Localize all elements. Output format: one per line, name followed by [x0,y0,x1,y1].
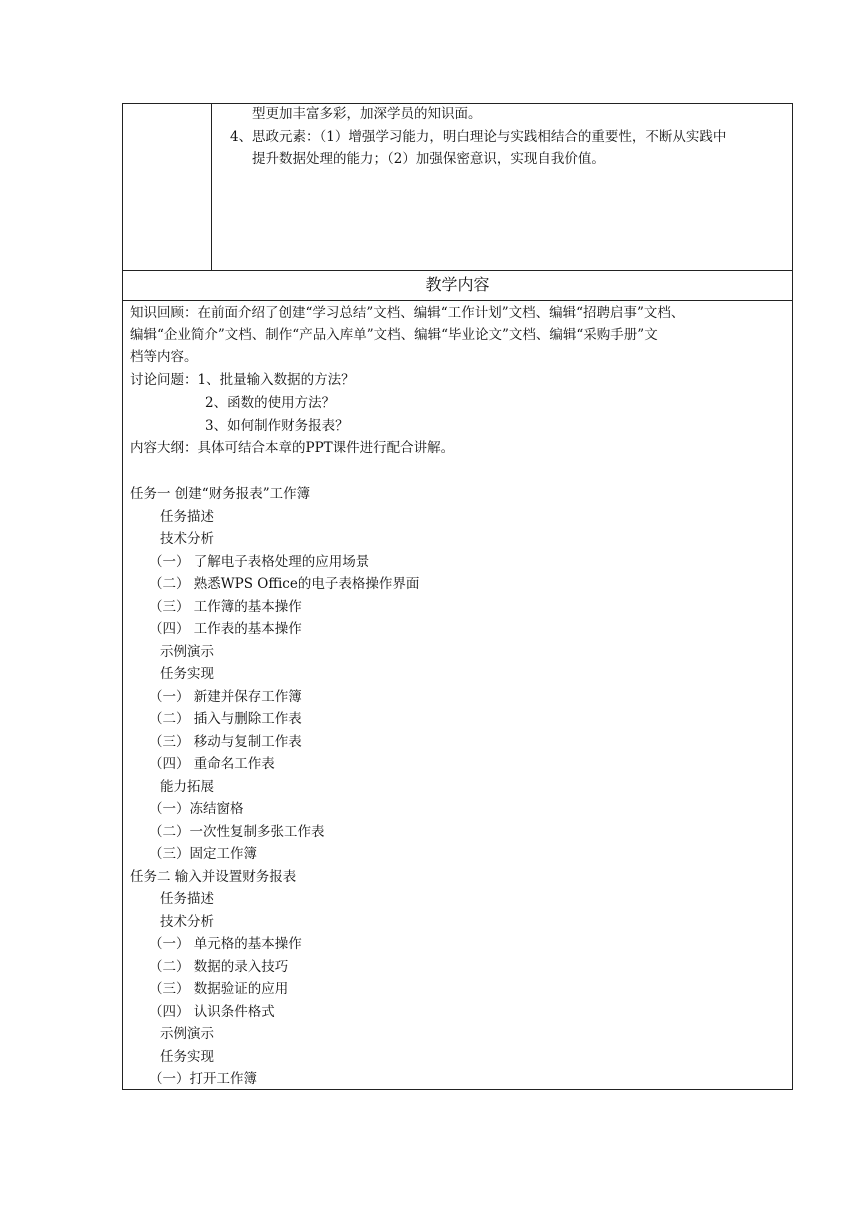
task1-ext-item-2: （二）一次性复制多张工作表 [149,824,325,840]
task1-demo: 示例演示 [160,644,214,660]
task1-tech-item-4: （四） 工作表的基本操作 [149,621,302,637]
task2-tech-item-2: （二） 数据的录入技巧 [149,959,289,975]
task1-impl-item-3: （三） 移动与复制工作表 [149,734,302,750]
task1-tech-item-2: （二） 熟悉WPS Office的电子表格操作界面 [149,576,420,592]
task2-title: 任务二 输入并设置财务报表 [130,869,297,885]
review-line-1: 知识回顾：在前面介绍了创建“学习总结”文档、编辑“工作计划”文档、编辑“招聘启事”文档、 [130,305,685,321]
section-header: 教学内容 [123,270,792,301]
objectives-content-cell [212,104,792,270]
task1-extension: 能力拓展 [160,779,214,795]
objectives-row [123,104,792,271]
task1-impl-item-4: （四） 重命名工作表 [149,756,275,772]
lesson-plan-table [122,103,793,1090]
task1-tech-analysis: 技术分析 [160,531,214,547]
review-line-3: 档等内容。 [130,349,198,365]
task1-description: 任务描述 [160,509,214,525]
objective-4-number: 4、 [230,129,253,145]
objective-4-line1: 思政元素：（1）增强学习能力，明白理论与实践相结合的重要性，不断从实践中 [252,129,727,145]
task1-title: 任务一 创建“财务报表”工作簿 [130,486,311,502]
objectives-label-cell [123,104,212,270]
discussion-question-3: 3、如何制作财务报表？ [205,418,349,434]
task2-demo: 示例演示 [160,1026,214,1042]
task2-impl-item-1: （一）打开工作簿 [149,1071,257,1087]
task2-tech-item-3: （三） 数据验证的应用 [149,981,289,997]
task1-tech-item-1: （一） 了解电子表格处理的应用场景 [149,554,370,570]
objective-4-line2: 提升数据处理的能力；（2）加强保密意识，实现自我价值。 [252,151,605,167]
task1-impl-item-1: （一） 新建并保存工作簿 [149,689,302,705]
task1-ext-item-1: （一）冻结窗格 [149,801,244,817]
task2-tech-item-4: （四） 认识条件格式 [149,1004,275,1020]
discussion-question-1: 讨论问题：1、批量输入数据的方法？ [130,372,355,388]
task2-implementation: 任务实现 [160,1049,214,1065]
task2-description: 任务描述 [160,891,214,907]
task1-implementation: 任务实现 [160,666,214,682]
task1-ext-item-3: （三）固定工作簿 [149,846,257,862]
task1-tech-item-3: （三） 工作簿的基本操作 [149,599,302,615]
task2-tech-item-1: （一） 单元格的基本操作 [149,936,302,952]
task2-tech-analysis: 技术分析 [160,914,214,930]
discussion-question-2: 2、函数的使用方法？ [205,395,336,411]
content-outline: 内容大纲：具体可结合本章的PPT课件进行配合讲解。 [130,440,455,456]
task1-impl-item-2: （二） 插入与删除工作表 [149,711,302,727]
review-line-2: 编辑“企业简介”文档、制作“产品入库单”文档、编辑“毕业论文”文档、编辑“采购手册”文 [130,327,658,343]
objective-continuation: 型更加丰富多彩，加深学员的知识面。 [252,106,482,122]
